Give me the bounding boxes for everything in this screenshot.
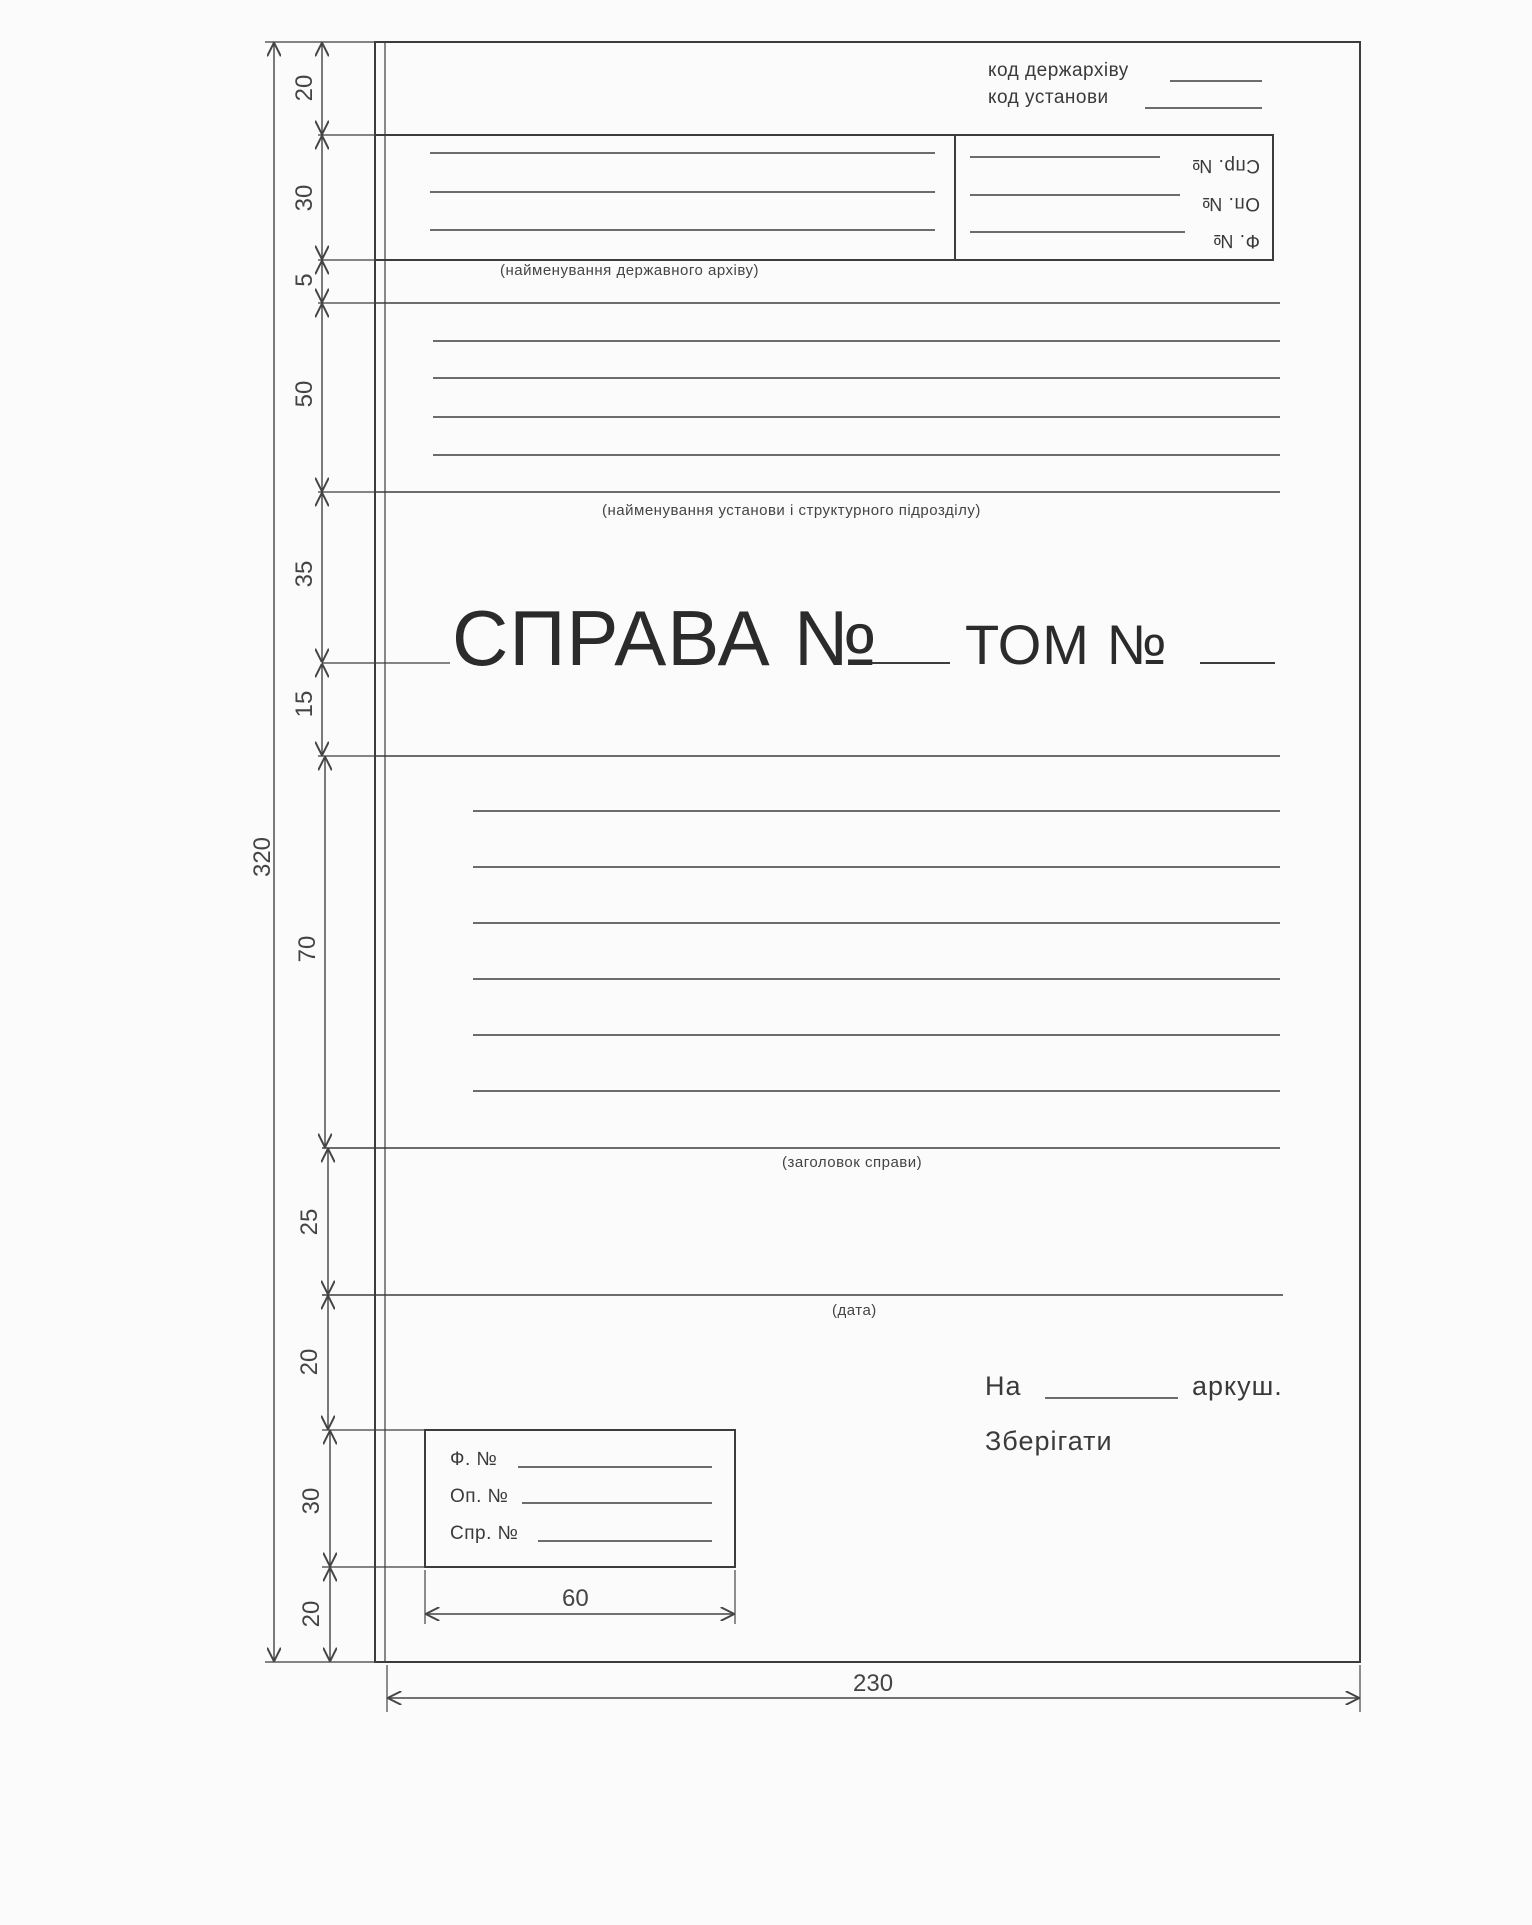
height-value: 320: [249, 836, 276, 878]
archive-code-label: код держархіву: [988, 60, 1129, 81]
flipped-inventory-label: Оп. №: [1201, 193, 1260, 214]
date-caption: (дата): [832, 1302, 877, 1319]
case-title-caption: (заголовок справи): [782, 1154, 923, 1171]
case-label: СПРАВА №: [452, 594, 879, 682]
dim-segment: 20: [296, 1348, 323, 1376]
dim-segment: 35: [291, 560, 318, 588]
sheets-prefix: На: [985, 1371, 1022, 1401]
case-number-label: Спр. №: [450, 1523, 519, 1544]
width-value: 230: [853, 1670, 894, 1697]
inventory-label: Оп. №: [450, 1486, 509, 1507]
dim-segment: 20: [291, 74, 318, 102]
dim-segment: 30: [298, 1487, 325, 1515]
fund-label: Ф. №: [450, 1449, 498, 1470]
dim-segment: 25: [296, 1208, 323, 1236]
institution-code-label: код установи: [988, 87, 1109, 108]
box-width-value: 60: [562, 1585, 589, 1612]
flipped-case-label: Спр. №: [1191, 155, 1260, 176]
page-border: [375, 42, 1360, 1662]
dim-segment: 20: [298, 1600, 325, 1628]
keep-label: Зберігати: [985, 1426, 1113, 1456]
dim-segment: 30: [291, 184, 318, 212]
flipped-fund-label: Ф. №: [1212, 230, 1260, 251]
dim-segment: 5: [291, 273, 318, 287]
archive-name-caption: (найменування державного архіву): [500, 262, 759, 279]
dim-segment: 15: [291, 690, 318, 718]
volume-label: ТОМ №: [965, 613, 1168, 676]
sheets-suffix: аркуш.: [1192, 1371, 1283, 1401]
dim-segment: 50: [291, 380, 318, 408]
dim-segment: 70: [294, 935, 321, 963]
institution-name-caption: (найменування установи і структурного підрозділу): [602, 502, 981, 519]
